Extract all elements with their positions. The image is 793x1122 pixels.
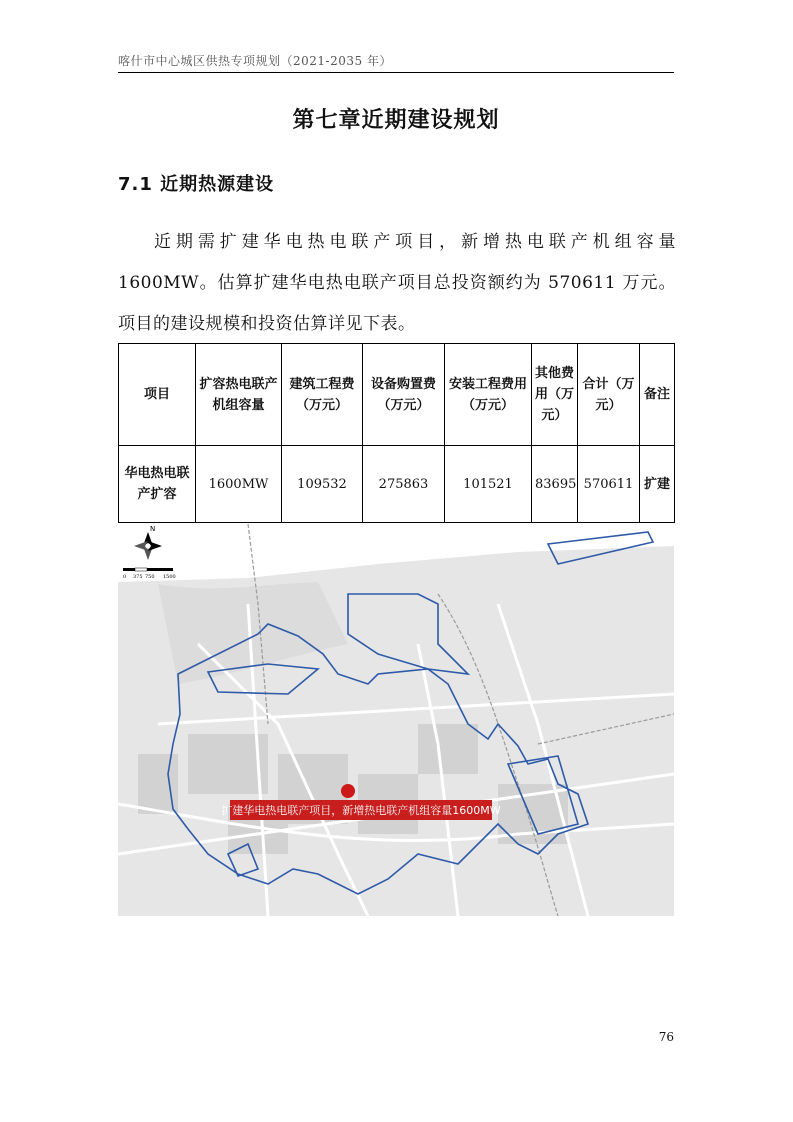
svg-text:750: 750 [145,574,155,580]
cell-total: 570611 [578,446,640,523]
body-paragraph: 近期需扩建华电热电联产项目，新增热电联产机组容量 1600MW。估算扩建华电热电联产项目总投资额约为 570611 万元。项目的建设规模和投资估算详见下表。 [118,232,676,334]
scale-bar [123,568,176,580]
header-capacity: 扩容热电联产机组容量 [196,344,282,446]
header-divider [118,72,674,73]
investment-table [118,343,675,523]
header-total: 合计（万元） [578,344,640,446]
cell-capacity: 1600MW [196,446,282,523]
svg-text:375: 375 [133,574,143,580]
header-construction-cost: 建筑工程费（万元） [282,344,363,446]
heat-source-map [118,524,674,916]
annotation-text: 扩建华电热电联产项目，新增热电联产机组容量1600MW [221,804,501,817]
header-equipment-cost: 设备购置费（万元） [363,344,445,446]
running-header: 喀什市中心城区供热专项规划（2021-2035 年） [118,54,392,68]
table-header-row [119,344,675,446]
cell-note: 扩建 [640,446,675,523]
header-installation-cost: 安装工程费用（万元） [445,344,532,446]
project-marker [341,784,355,798]
section-title: 7.1 近期热源建设 [118,174,275,195]
cell-installation-cost: 101521 [445,446,532,523]
cell-project: 华电热电联产扩容 [119,446,196,523]
svg-text:0: 0 [123,574,127,580]
page-number: 76 [658,1030,674,1044]
cell-equipment-cost: 275863 [363,446,445,523]
svg-text:1500: 1500 [163,574,176,580]
header-project: 项目 [119,344,196,446]
chapter-title: 第七章近期建设规划 [292,108,500,133]
table-row [119,446,675,523]
north-arrow-icon [134,525,162,560]
header-note: 备注 [640,344,675,446]
header-other-cost: 其他费用（万元） [532,344,578,446]
cell-other-cost: 83695 [532,446,578,523]
north-label: N [150,525,156,533]
cell-construction-cost: 109532 [282,446,363,523]
